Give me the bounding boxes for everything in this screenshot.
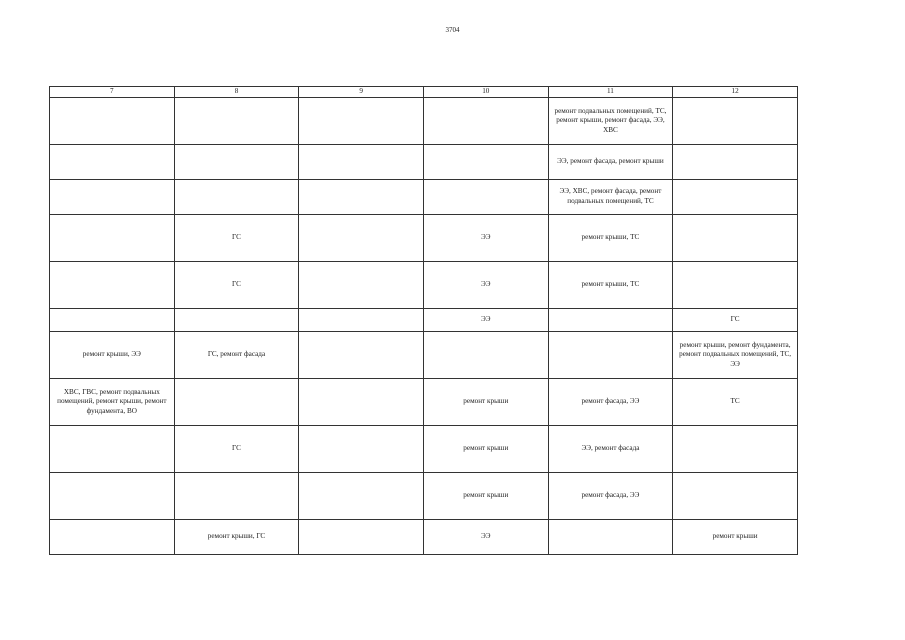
table-cell — [50, 473, 175, 520]
table-cell: ремонт крыши — [673, 520, 798, 555]
table-cell — [50, 145, 175, 180]
table-cell: ремонт подвальных помещений, ТС, ремонт крыши, ремонт фасада, ЭЭ, ХВС — [548, 98, 673, 145]
table-row — [50, 520, 798, 555]
table-row — [50, 379, 798, 426]
table-cell — [50, 426, 175, 473]
column-header: 9 — [299, 87, 424, 98]
table-cell: ЭЭ, ремонт фасада, ремонт крыши — [548, 145, 673, 180]
table-cell — [174, 98, 299, 145]
table-cell — [299, 426, 424, 473]
table-cell: ЭЭ, ремонт фасада — [548, 426, 673, 473]
page-number: 3704 — [445, 26, 460, 34]
table-cell: ремонт крыши — [423, 426, 548, 473]
table-cell: ЭЭ, ХВС, ремонт фасада, ремонт подвальных помещений, ТС — [548, 180, 673, 215]
table-cell — [50, 98, 175, 145]
table-row — [50, 98, 798, 145]
table-cell: ремонт фасада, ЭЭ — [548, 473, 673, 520]
table-cell: ГС, ремонт фасада — [174, 332, 299, 379]
table-cell — [50, 215, 175, 262]
table-cell — [299, 332, 424, 379]
table-cell — [423, 98, 548, 145]
table-cell — [50, 180, 175, 215]
table-row — [50, 309, 798, 332]
table-cell — [673, 262, 798, 309]
table-cell: ремонт крыши — [423, 379, 548, 426]
table-row — [50, 215, 798, 262]
table-cell — [673, 145, 798, 180]
table-cell — [299, 379, 424, 426]
table-cell — [299, 215, 424, 262]
table-cell — [174, 180, 299, 215]
table-cell — [299, 262, 424, 309]
table-row — [50, 145, 798, 180]
table-cell — [299, 180, 424, 215]
table-cell: ЭЭ — [423, 215, 548, 262]
table-row — [50, 180, 798, 215]
table-cell — [673, 426, 798, 473]
table-cell — [50, 309, 175, 332]
table-cell — [174, 379, 299, 426]
table-cell — [423, 180, 548, 215]
table-row — [50, 473, 798, 520]
column-header: 12 — [673, 87, 798, 98]
table-cell — [174, 473, 299, 520]
table-row — [50, 332, 798, 379]
table-cell: ремонт крыши, ТС — [548, 215, 673, 262]
table-cell — [673, 215, 798, 262]
table-cell — [673, 180, 798, 215]
header-row — [50, 87, 798, 98]
table-cell — [423, 332, 548, 379]
table-cell — [174, 309, 299, 332]
table-cell — [423, 145, 548, 180]
column-header: 8 — [174, 87, 299, 98]
table-cell — [50, 520, 175, 555]
table-cell: ЭЭ — [423, 309, 548, 332]
table-cell: ремонт крыши, ЭЭ — [50, 332, 175, 379]
table-cell: ГС — [673, 309, 798, 332]
column-header: 7 — [50, 87, 175, 98]
table-cell — [673, 473, 798, 520]
table-cell — [548, 332, 673, 379]
table-cell: ГС — [174, 215, 299, 262]
table-cell: ремонт крыши, ТС — [548, 262, 673, 309]
table-row — [50, 262, 798, 309]
column-header: 11 — [548, 87, 673, 98]
table-cell — [299, 520, 424, 555]
table-cell: ремонт крыши — [423, 473, 548, 520]
table-cell: ремонт фасада, ЭЭ — [548, 379, 673, 426]
table-cell: ГС — [174, 262, 299, 309]
table-cell — [299, 309, 424, 332]
table-cell — [50, 262, 175, 309]
table-cell — [299, 98, 424, 145]
table-cell — [548, 520, 673, 555]
table-cell — [299, 473, 424, 520]
table-row — [50, 426, 798, 473]
table-cell: ремонт крыши, ремонт фундамента, ремонт подвальных помещений, ТС, ЭЭ — [673, 332, 798, 379]
table-cell — [673, 98, 798, 145]
table-cell — [548, 309, 673, 332]
column-header: 10 — [423, 87, 548, 98]
table-cell: ГС — [174, 426, 299, 473]
table-cell — [174, 145, 299, 180]
table-cell — [299, 145, 424, 180]
table-cell: ЭЭ — [423, 520, 548, 555]
table-cell: ТС — [673, 379, 798, 426]
data-table — [49, 86, 798, 555]
table-cell: ЭЭ — [423, 262, 548, 309]
table-cell: ремонт крыши, ГС — [174, 520, 299, 555]
table-cell: ХВС, ГВС, ремонт подвальных помещений, ремонт крыши, ремонт фундамента, ВО — [50, 379, 175, 426]
